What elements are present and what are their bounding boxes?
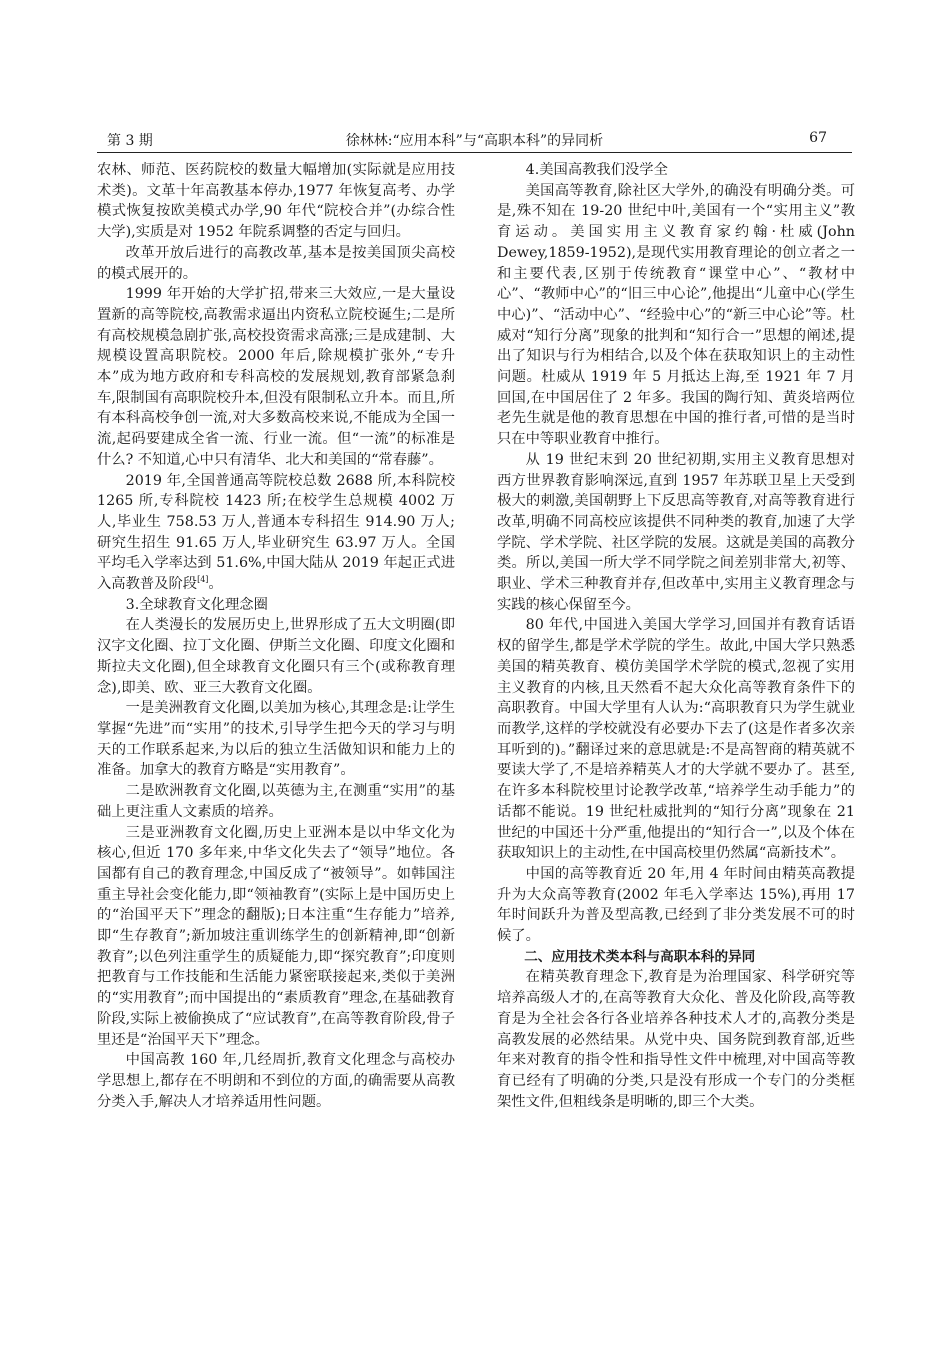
issue-number: 第 3 期 [107, 133, 153, 149]
header-rule [97, 152, 852, 153]
paragraph [97, 471, 455, 595]
paragraph: 一是美洲教育文化圈,以美加为核心,其理念是:让学生掌握“先进”而“实用”的技术,引导学生把今天的学习与明天的工作联系起来,为以后的独立生活做知识和能力上的准备。加拿大的教育方略是“实用教育”。 [97, 700, 455, 779]
left-column [97, 160, 455, 1112]
paragraph: 二是欧洲教育文化圈,以英德为主,在测重“实用”的基础上更注重人文素质的培养。 [97, 783, 455, 820]
paragraph: 农林、师范、医药院校的数量大幅增加(实际就是应用技术类)。文革十年高教基本停办,1977 年恢复高考、办学模式恢复按欧美模式办学,90 年代“院校合并”(办综合性大学),实质是对 1952 年院系调整的否定与回归。 [97, 162, 455, 241]
paragraph: 在精英教育理念下,教育是为治理国家、科学研究等培养高级人才的,在高等教育大众化、普及化阶段,高等教育是为全社会各行各业培养各种技术人才的,高教分类是高教发展的必然结果。从党中央、国务院到教育部,近些年来对教育的指令性和指导性文件中梳理,对中国高等教育已经有了明确的分类,只是没有形成一个专门的分类框架性文件,但粗线条是明晰的,即三个大类。 [497, 969, 855, 1110]
article-title: 徐林林:“应用本科”与“高职本科”的异同析 [345, 133, 604, 149]
citation-ref: [4] [197, 575, 209, 585]
paragraph: 三是亚洲教育文化圈,历史上亚洲本是以中华文化为核心,但近 170 多年来,中华文化失去了“领导”地位。各国都有自己的教育理念,中国反成了“被领导”。如韩国注重主导社会变化能力,即“领袖教育”(实际上是中国历史上的“治国平天下”理念的翻版);日本注重“生存能力”培养,即“生存教育”;新加坡注重训练学生的创新精神,即“创新教育”;以色列注重学生的质疑能力,即“探究教育”;印度则把教育与工作技能和生活能力紧密联接起来,类似于美洲的“实用教育”;而中国提出的“素质教育”理念,在基础教育阶段,实际上被偷换成了“应试教育”,在高等教育阶段,骨子里还是“治国平天下”理念。 [97, 824, 455, 1048]
paragraph: 80 年代,中国进入美国大学学习,回国并有教育话语权的留学生,都是学术学院的学生。故此,中国大学只熟悉美国的精英教育、模仿美国学术学院的模式,忽视了实用主义教育的内核,且天然看不起大众化高等教育条件下的高职教育。中国大学里有人认为:“高职教育只为学生就业而教学,这样的学校就没有必要办下去了(这是作者多次亲耳听到的)。”翻译过来的意思就是:不是高智商的精英就不要读大学了,不是培养精英人才的大学就不要办了。甚至,在许多本科院校里讨论教学改革,“培养学生动手能力”的话都不能说。19 世纪杜威批判的“知行分离”现象在 21 世纪的中国还十分严重,他提出的“知行合一”,以及个体在获取知识上的主动性,在中国高校里仍然属“高新技术”。 [497, 617, 855, 862]
running-header [97, 127, 852, 151]
paragraph: 1999 年开始的大学扩招,带来三大效应,一是大量设置新的高等院校,高教需求逼出内资私立院校诞生;二是所有高校规模急剧扩张,高校投资需求高涨;三是成建制、大规模设置高职院校。2000 年后,除规模扩张外,“专升本”成为地方政府和专科高校的发展规划,教育部紧急刹车,限制国有高职院校升本,但没有限制私立升本。而且,所有本科高校争创一流,对大多数高校来说,不能成为全国一流,起码要建成全省一流、行业一流。但“一流”的标准是什么? 不知道,心中只有清华、北大和美国的“常春藤”。 [97, 286, 455, 468]
paragraph-text: 2019 年,全国普通高等院校总数 2688 所,本科院校 1265 所,专科院校 1423 所;在校学生总规模 4002 万人,毕业生 758.53 万人,普通本专科招生 914.90 万人;研究生招生 91.65 万人,毕业研究生 63.97 万人。全国平均毛入学率达到 51.6%,中国大陆从 2019 年起正式进入高教普及阶段 [97, 472, 455, 593]
paragraph: 改革开放后进行的高教改革,基本是按美国顶尖高校的模式展开的。 [97, 244, 455, 282]
paragraph: 中国高教 160 年,几经周折,教育文化理念与高校办学思想上,都存在不明朗和不到位的方面,的确需要从高教分类入手,解决人才培养适用性问题。 [97, 1052, 455, 1110]
paragraph: 美国高等教育,除社区大学外,的确没有明确分类。可是,殊不知在 19-20 世纪中叶,美国有一个“实用主义”教育运动。美国实用主义教育家约翰·杜威(John Dewey,1859-1952),是现代实用教育理论的创立者之一和主要代表,区别于传统教育“课堂中心”、“教材中心”、“教师中心”的“旧三中心论”,他提出“儿童中心(学生中心)”、“活动中心”、“经验中心”的“新三中心论”等。杜威对“知行分离”现象的批判和“知行合一”思想的阐述,提出了知识与行为相结合,以及个体在获取知识上的主动性问题。杜威从 1919 年 5 月抵达上海,至 1921 年 7 月回国,在中国居住了 2 年多。我国的陶行知、黄炎培两位老先生就是他的教育思想在中国的推行者,可惜的是当时只在中等职业教育中推行。 [497, 182, 855, 448]
paragraph-end: 。 [208, 576, 223, 593]
paragraph: 从 19 世纪末到 20 世纪初期,实用主义教育思想对西方世界教育影响深远,直到 1957 年苏联卫星上天受到极大的刺激,美国朝野上下反思高等教育,对高等教育进行改革,明确不同高校应该提供不同种类的教育,加速了大学学院、学术学院、社区学院的发展。这就是美国的高教分类。所以,美国一所大学不同学院之间差别非常大,初等、职业、学术三种教育并存,但改革中,实用主义教育理念与实践的核心保留至今。 [497, 451, 855, 613]
paragraph: 中国的高等教育近 20 年,用 4 年时间由精英高教提升为大众高等教育(2002 年毛入学率达 15%),再用 17 年时间跃升为普及型高教,已经到了非分类发展不可的时候了。 [497, 865, 855, 945]
right-column [497, 160, 855, 1112]
paragraph: 在人类漫长的发展历史上,世界形成了五大文明圈(即汉字文化圈、拉丁文化圈、伊斯兰文化圈、印度文化圈和斯拉夫文化圈),但全球教育文化圈只有三个(或称教育理念),即美、欧、亚三大教育文化圈。 [97, 617, 455, 696]
section-heading-2: 二、应用技术类本科与高职本科的异同 [524, 948, 756, 965]
section-heading-3: 3.全球教育文化理念圈 [125, 596, 268, 613]
section-heading-4: 4.美国高教我们没学全 [525, 162, 668, 178]
page-number: 67 [809, 130, 827, 146]
